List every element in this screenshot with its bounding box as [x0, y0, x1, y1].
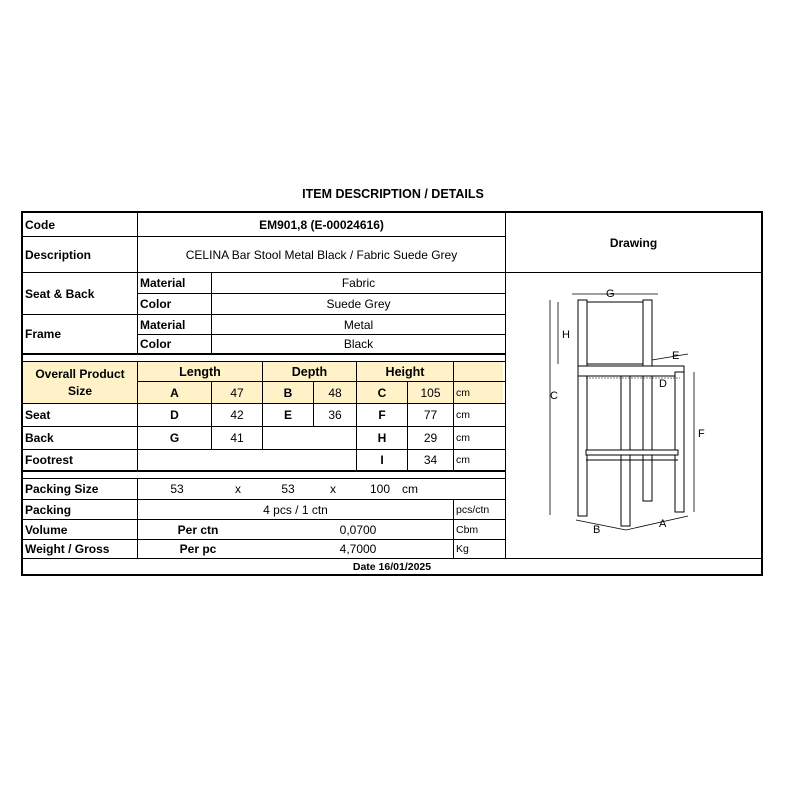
footrest-height-letter: I: [380, 453, 384, 467]
seat-height-letter: F: [378, 408, 386, 422]
drawing-letter-d: D: [659, 378, 667, 390]
frame-color: Black: [343, 337, 374, 351]
packing-value: 4 pcs / 1 ctn: [263, 502, 328, 517]
volume-unit: Cbm: [456, 523, 479, 536]
seat-unit: cm: [456, 409, 470, 421]
volume-per: Per ctn: [177, 522, 219, 537]
packing-size-x2: x: [330, 482, 336, 496]
overall-depth-value: 48: [328, 385, 342, 400]
seat-depth-value: 36: [328, 408, 342, 422]
drawing-letter-h: H: [562, 329, 570, 341]
document-title: ITEM DESCRIPTION / DETAILS: [302, 187, 484, 201]
overall-size-label-line1: Overall Product: [35, 366, 125, 381]
volume-value: 0,0700: [339, 522, 377, 537]
seat-length-letter: D: [170, 408, 179, 422]
overall-length-letter: A: [170, 385, 179, 400]
weight-value: 4,7000: [339, 542, 377, 556]
back-length-letter: G: [169, 431, 180, 445]
packing-label: Packing: [25, 502, 72, 517]
seat-label: Seat: [25, 408, 51, 422]
footrest-label: Footrest: [25, 453, 73, 467]
overall-height-letter: C: [377, 385, 387, 400]
seat-back-label: Seat & Back: [25, 286, 95, 301]
packing-size-unit: cm: [402, 482, 418, 496]
frame-label: Frame: [25, 327, 62, 341]
footrest-height-value: 34: [423, 453, 438, 467]
drawing-letter-b: B: [593, 524, 601, 535]
footrest-unit: cm: [456, 454, 470, 466]
bar-stool-drawing: [520, 280, 720, 535]
description-value: CELINA Bar Stool Metal Black / Fabric Suede Grey: [185, 247, 458, 262]
code-value: EM901,8 (E-00024616): [259, 217, 384, 232]
depth-header: Depth: [291, 364, 328, 379]
overall-depth-letter: B: [283, 385, 293, 400]
drawing-label: Drawing: [609, 236, 658, 250]
drawing-letter-c: C: [550, 390, 558, 402]
packing-size-length: 53: [170, 482, 184, 496]
frame-color-label: Color: [140, 337, 172, 351]
drawing-letter-a: A: [659, 518, 667, 530]
overall-size-label: [23, 362, 137, 403]
packing-size-height: 100: [369, 482, 391, 496]
length-header: Length: [179, 364, 221, 379]
weight-label: Weight / Gross: [25, 542, 110, 556]
overall-length-value: 47: [230, 385, 244, 400]
back-label: Back: [25, 431, 54, 445]
back-unit: cm: [456, 432, 470, 444]
back-height-value: 29: [423, 431, 438, 445]
packing-unit: pcs/ctn: [456, 503, 490, 516]
seat-depth-letter: E: [283, 408, 292, 422]
weight-unit: Kg: [456, 543, 469, 555]
packing-size-x1: x: [235, 482, 241, 496]
seat-back-material-label: Material: [140, 276, 186, 290]
back-length-value: 41: [230, 431, 244, 445]
drawing-letter-f: F: [698, 428, 705, 440]
drawing-letter-e: E: [672, 350, 680, 362]
code-label: Code: [25, 217, 55, 232]
seat-length-value: 42: [230, 408, 244, 422]
packing-size-label: Packing Size: [25, 482, 99, 496]
packing-size-width: 53: [281, 482, 295, 496]
drawing-letter-g: G: [606, 288, 615, 300]
date-label: Date 16/01/2025: [352, 560, 432, 573]
weight-per: Per pc: [179, 542, 217, 556]
seat-height-value: 77: [423, 408, 438, 422]
height-header: Height: [385, 364, 425, 379]
description-label: Description: [25, 247, 92, 262]
frame-material: Metal: [343, 317, 374, 332]
seat-back-color-label: Color: [140, 297, 172, 311]
frame-material-label: Material: [140, 317, 186, 332]
overall-size-label-line2: Size: [67, 383, 92, 398]
back-height-letter: H: [377, 431, 387, 445]
seat-back-color: Suede Grey: [326, 297, 391, 311]
volume-label: Volume: [25, 522, 68, 537]
overall-height-value: 105: [420, 385, 441, 400]
overall-unit: cm: [456, 386, 470, 399]
seat-back-material: Fabric: [341, 276, 376, 290]
